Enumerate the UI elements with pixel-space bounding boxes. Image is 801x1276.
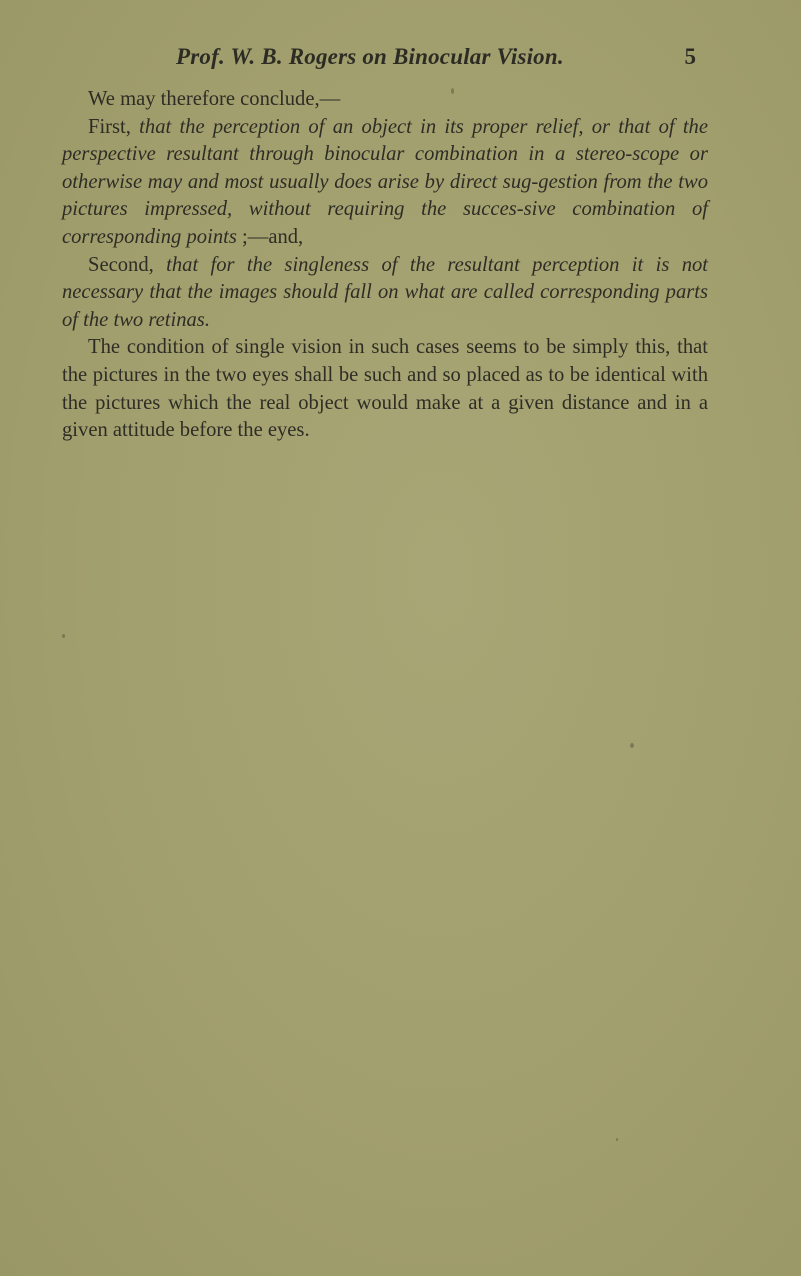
paper-speck [616, 1138, 618, 1141]
paragraph-condition: The condition of single vision in such cases seems to be simply this, that the pictures in the two eyes shall be such and so placed as to be identical with the pictures which the real object would make at a given distance and in a given attitude before the eyes. [62, 336, 708, 442]
second-italic: that for the singleness of the resultant perception it is not necessary that the images should fall on what are called corresponding parts of the two retinas. [62, 253, 709, 331]
running-head [176, 44, 696, 76]
first-tail: ;—and, [236, 225, 304, 248]
paragraph-first [62, 114, 708, 252]
paragraph-conclude: We may therefore conclude,— [88, 88, 341, 110]
paper-speck [630, 743, 634, 748]
running-title: Prof. W. B. Rogers on Binocular Vision. [176, 44, 564, 69]
second-lead: Second, [88, 253, 167, 276]
first-lead: First, [88, 115, 140, 138]
paper-speck [62, 634, 65, 638]
body-text [62, 86, 708, 445]
first-italic: that the perception of an object in its proper relief, or that of the perspective resultant through binocular combination in a stereo-scope or otherwise may and most usually does arise by direct sug-gestion from the two pictures impressed, without requiring the succes-sive combination of corresponding points [62, 115, 708, 248]
paragraph-second [62, 252, 708, 335]
paper-speck [451, 88, 454, 94]
page-number: 5 [684, 44, 696, 69]
